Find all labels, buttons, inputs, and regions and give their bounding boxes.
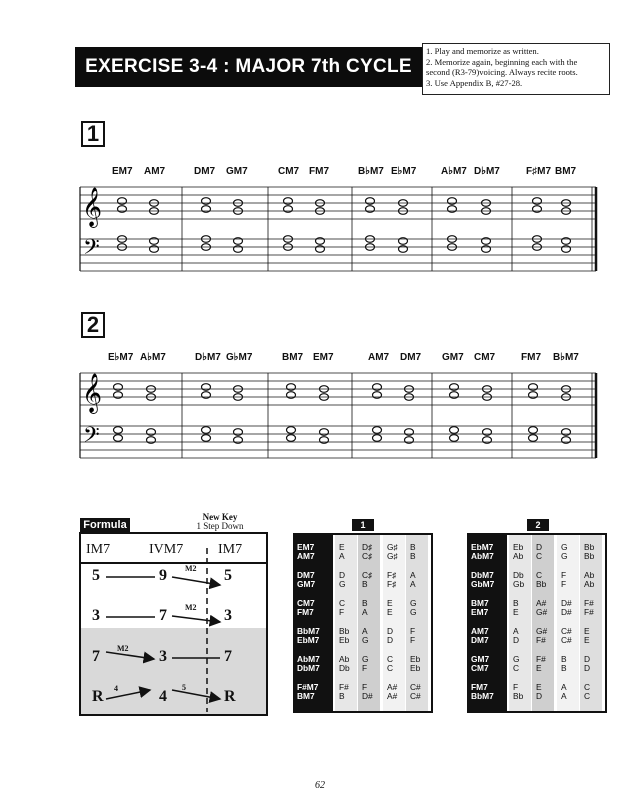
voicing-note: C# C# xyxy=(410,682,421,701)
voicing-note: Bb Eb xyxy=(339,626,350,645)
voicing-note: Eb Ab xyxy=(513,542,524,561)
chord-symbol: EM7 xyxy=(112,166,133,177)
instruction-line: 2. Memorize again, beginning each with the xyxy=(426,56,578,67)
voicing-note: C♯ B xyxy=(362,570,373,589)
chord-symbol: BM7 xyxy=(555,166,577,177)
interval-label: M2 xyxy=(185,564,197,573)
voicing-note: A A xyxy=(561,682,567,701)
formula-value: 7 xyxy=(159,607,167,624)
voicing-note: D D xyxy=(387,626,394,645)
chord-symbol: F♯M7 xyxy=(526,166,551,177)
chord-symbol: GM7 xyxy=(442,352,464,363)
chord-name: FM7 BbM7 xyxy=(471,682,494,701)
instruction-line: 3. Use Appendix B, #27-28. xyxy=(426,77,523,88)
chord-symbol: DM7 xyxy=(400,352,422,363)
formula-value: 7 xyxy=(92,648,100,665)
table-row xyxy=(469,543,605,569)
page-number: 62 xyxy=(315,780,325,791)
chord-symbol: AM7 xyxy=(144,166,166,177)
chord-symbol: E♭M7 xyxy=(108,352,134,363)
voicing-note: G# F# xyxy=(536,626,548,645)
instruction-line: second (R3-79)voicing. Always recite roots. xyxy=(426,67,578,77)
chord-symbol: FM7 xyxy=(521,352,541,363)
voicing-note: A# A# xyxy=(387,682,398,701)
chord-symbol: EM7 xyxy=(313,352,334,363)
bass-clef-icon: 𝄢 xyxy=(83,235,100,264)
treble-clef-icon: 𝄞 xyxy=(82,189,103,226)
chord-symbol: A♭M7 xyxy=(140,352,166,363)
voicing-note: G G xyxy=(561,542,568,561)
voicing-note: E A xyxy=(339,542,345,561)
voicing-note: F Bb xyxy=(513,682,524,701)
chord-symbol: B♭M7 xyxy=(358,166,384,177)
chord-name: GM7 CM7 xyxy=(471,654,490,673)
voicing-table-2 xyxy=(467,533,607,713)
voicing-note: D# D# xyxy=(561,598,572,617)
formula-tab: Formula xyxy=(80,518,130,532)
voicing-note: F# E xyxy=(536,654,546,673)
voicing-note: F D# xyxy=(362,682,373,701)
voicing-note: B A xyxy=(362,598,368,617)
voicing-table-1 xyxy=(293,533,433,713)
formula-value: 3 xyxy=(159,648,167,665)
voicing-note: A D xyxy=(513,626,520,645)
chord-symbol: CM7 xyxy=(278,166,300,177)
interval-label: M2 xyxy=(117,644,129,653)
chord-symbol: GM7 xyxy=(226,166,248,177)
formula-value: 5 xyxy=(92,567,100,584)
instruction-line: 1. Play and memorize as written. xyxy=(426,46,539,56)
voicing-note: C F xyxy=(339,598,346,617)
chord-symbol: D♭M7 xyxy=(474,166,500,177)
formula-header-ivm7: IVM7 xyxy=(149,542,184,557)
table-row xyxy=(295,683,431,709)
voicing-note: E D xyxy=(536,682,543,701)
voicing-note: Eb Eb xyxy=(410,654,421,673)
voicing-note: F# B xyxy=(339,682,349,701)
bass-clef-icon: 𝄢 xyxy=(83,423,100,452)
voicing-note: Ab Ab xyxy=(584,570,595,589)
formula-value: 3 xyxy=(92,607,100,624)
table-row xyxy=(469,571,605,597)
voicing-note: G♯ G♯ xyxy=(387,542,398,561)
voicing-note: B E xyxy=(513,598,519,617)
chord-symbol: E♭M7 xyxy=(391,166,417,177)
voicing-note: D D xyxy=(584,654,591,673)
new-key-subtitle: 1 Step Down xyxy=(196,521,244,531)
chord-symbol: G♭M7 xyxy=(226,352,253,363)
chord-name: F#M7 BM7 xyxy=(297,682,319,701)
chord-name: DbM7 GbM7 xyxy=(471,570,495,589)
chord-name: EbM7 AbM7 xyxy=(471,542,494,561)
voicing-note: F F xyxy=(410,626,416,645)
formula-value: 9 xyxy=(159,567,167,584)
voicing-note: B B xyxy=(561,654,567,673)
voicing-note: A A xyxy=(410,570,416,589)
voicing-note: Db Gb xyxy=(513,570,525,589)
chord-name: AbM7 DbM7 xyxy=(297,654,320,673)
formula-header-im7: IM7 xyxy=(86,542,111,557)
voicing-note: E E xyxy=(387,598,393,617)
formula-value: R xyxy=(92,688,104,705)
voicing-note: C Bb xyxy=(536,570,547,589)
treble-clef-icon: 𝄞 xyxy=(82,375,103,412)
formula-value: R xyxy=(224,688,236,705)
voicing-note: Bb Bb xyxy=(584,542,595,561)
chord-symbol: CM7 xyxy=(474,352,496,363)
formula-header-im7-new: IM7 xyxy=(218,542,243,557)
voicing-note: A G xyxy=(362,626,369,645)
voicing-note: G C xyxy=(513,654,520,673)
chord-symbol: DM7 xyxy=(194,166,216,177)
chord-symbol: FM7 xyxy=(309,166,329,177)
interval-label: 4 xyxy=(114,684,118,693)
voicing-note: A# G# xyxy=(536,598,548,617)
chord-name: EM7 AM7 xyxy=(297,542,315,561)
voicing-note: F♯ F♯ xyxy=(387,570,397,589)
exercise-1-number: 1 xyxy=(81,121,105,147)
voicing-note: F# F# xyxy=(584,598,594,617)
chord-name: DM7 GM7 xyxy=(297,570,316,589)
voicing-note: B B xyxy=(410,542,416,561)
table-row xyxy=(469,655,605,681)
voicing-note: G G xyxy=(410,598,417,617)
chord-name: BbM7 EbM7 xyxy=(297,626,320,645)
formula-value: 4 xyxy=(159,688,167,705)
voicing-note: D C xyxy=(536,542,543,561)
table-row xyxy=(295,655,431,681)
table-row xyxy=(469,599,605,625)
table-row xyxy=(469,627,605,653)
voicing-note: C C xyxy=(387,654,394,673)
formula-value: 3 xyxy=(224,607,232,624)
table-row xyxy=(295,627,431,653)
voicing-note: F F xyxy=(561,570,567,589)
formula-value: 5 xyxy=(224,567,232,584)
interval-label: 5 xyxy=(182,683,186,692)
voicing-note: G F xyxy=(362,654,369,673)
table-row xyxy=(469,683,605,709)
voicing-note: D♯ C♯ xyxy=(362,542,373,561)
table-row xyxy=(295,543,431,569)
chord-symbol: D♭M7 xyxy=(195,352,221,363)
chord-name: AM7 DM7 xyxy=(471,626,489,645)
chord-symbol: B♭M7 xyxy=(553,352,579,363)
voicing-note: C# C# xyxy=(561,626,572,645)
table-2-tab: 2 xyxy=(527,519,549,531)
chord-name: CM7 FM7 xyxy=(297,598,315,617)
chord-name: BM7 EM7 xyxy=(471,598,489,617)
table-row xyxy=(295,571,431,597)
exercise-title: EXERCISE 3-4 : MAJOR 7th CYCLE xyxy=(75,47,422,87)
chord-symbol: A♭M7 xyxy=(441,166,467,177)
table-1-tab: 1 xyxy=(352,519,374,531)
table-row xyxy=(295,599,431,625)
chord-symbol: AM7 xyxy=(368,352,390,363)
formula-value: 7 xyxy=(224,648,232,665)
chord-symbol: BM7 xyxy=(282,352,304,363)
interval-label: M2 xyxy=(185,603,197,612)
voicing-note: E E xyxy=(584,626,590,645)
voicing-note: D G xyxy=(339,570,346,589)
exercise-2-number: 2 xyxy=(81,312,105,338)
new-key-title: New Key xyxy=(202,512,238,522)
voicing-note: C C xyxy=(584,682,591,701)
voicing-note: Ab Db xyxy=(339,654,350,673)
